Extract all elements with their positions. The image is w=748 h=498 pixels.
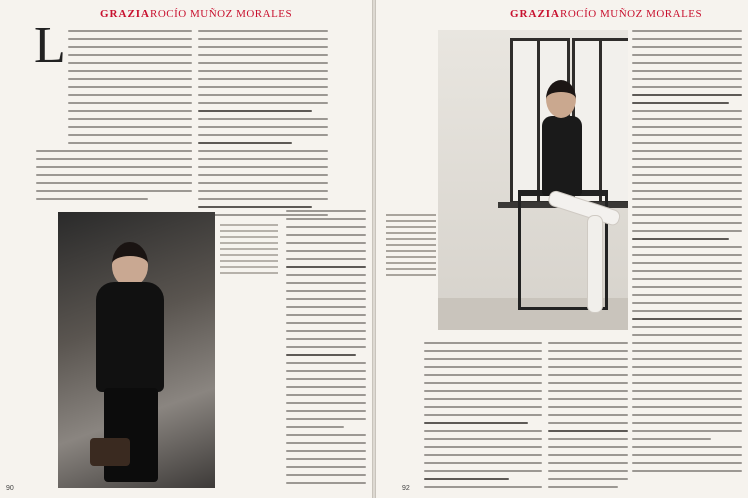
running-head-title: ROCÍO MUÑOZ MORALES xyxy=(560,8,703,20)
running-head-title: ROCÍO MUÑOZ MORALES xyxy=(150,8,293,20)
body-text-column-2 xyxy=(198,30,328,222)
right-page xyxy=(376,0,748,498)
running-head-left xyxy=(100,8,292,20)
left-page xyxy=(0,0,372,498)
body-text-column-3 xyxy=(286,210,366,490)
body-text-column-6 xyxy=(548,342,628,494)
body-text-column-5 xyxy=(424,342,542,494)
portrait-photo-right xyxy=(438,30,628,330)
photo-caption-right xyxy=(386,214,436,280)
brand-name: GRAZIA xyxy=(510,8,561,20)
page-number-right: 92 xyxy=(402,485,410,492)
body-text-column-4 xyxy=(632,30,742,478)
brand-name: GRAZIA xyxy=(100,8,151,20)
running-head-right xyxy=(510,8,702,20)
page-number-left: 90 xyxy=(6,485,14,492)
photo-caption-left xyxy=(220,224,278,278)
body-text-column-1-lower xyxy=(36,150,192,206)
drop-cap: L xyxy=(34,17,66,74)
portrait-photo-left xyxy=(58,212,215,488)
